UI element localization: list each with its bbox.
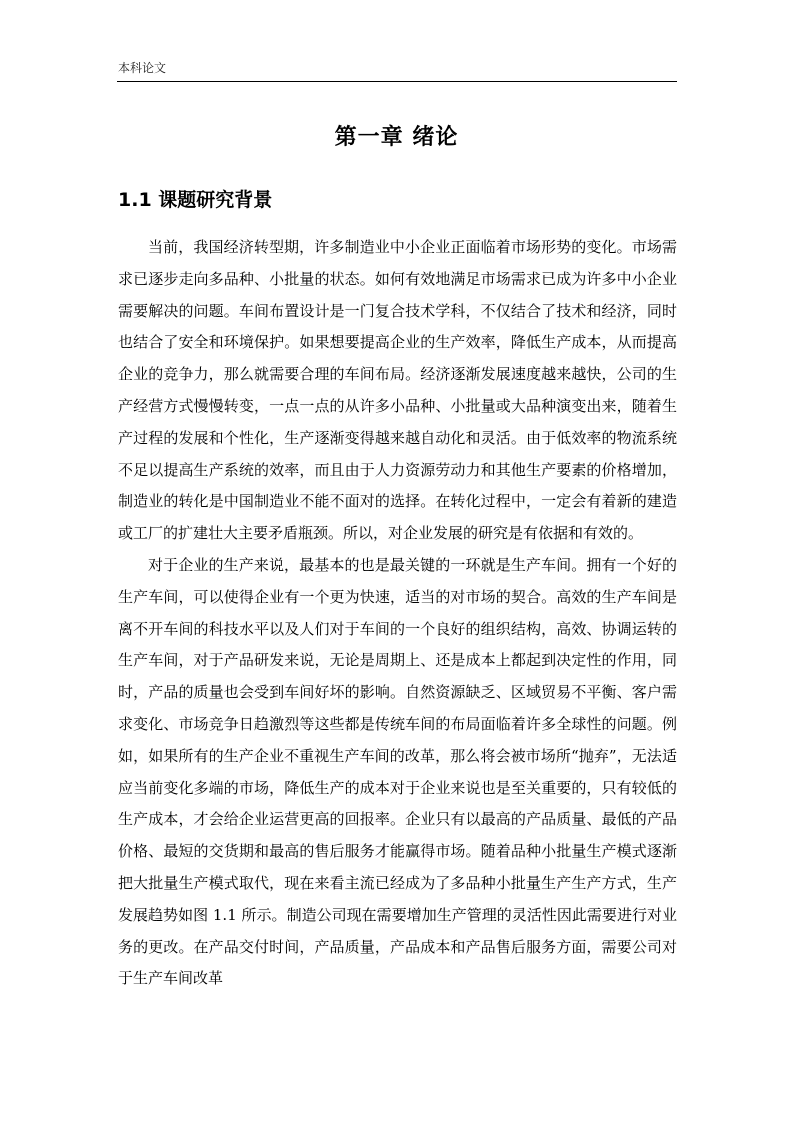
chapter-title: 第一章 绪论 [334, 125, 459, 150]
header-divider [117, 81, 677, 82]
section-title: 1.1 课题研究背景 [118, 189, 273, 211]
paragraph: 当前，我国经济转型期，许多制造业中小企业正面临着市场形势的变化。市场需求已逐步走向多品种、小批量的状态。如何有效地满足市场需求已成为许多中小企业需要解决的问题。车间布置设计是一门复合技术学科，不仅结合了技术和经济，同时也结合了安全和环境保护。如果想要提高企业的生产效率，降低生产成本，从而提高企业的竞争力，那么就需要合理的车间布局。经济逐渐发展速度越来越快，公司的生产经营方式慢慢转变，一点一点的从许多小品种、小批量或大品种演变出来，随着生产过程的发展和个性化，生产逐渐变得越来越自动化和灵活。由于低效率的物流系统不足以提高生产系统的效率，而且由于人力资源劳动力和其他生产要素的价格增加，制造业的转化是中国制造业不能不面对的选择。在转化过程中，一定会有着新的建造或工厂的扩建壮大主要矛盾瓶颈。所以，对企业发展的研究是有依据和有效的。 [118, 238, 677, 543]
page-header-label: 本科论文 [118, 61, 167, 75]
body-text [118, 232, 677, 995]
paragraph: 对于企业的生产来说，最基本的也是最关键的一环就是生产车间。拥有一个好的生产车间，可以使得企业有一个更为快速，适当的对市场的契合。高效的生产车间是离不开车间的科技水平以及人们对于车间的一个良好的组织结构，高效、协调运转的生产车间，对于产品研发来说，无论是周期上、还是成本上都起到决定性的作用，同时，产品的质量也会受到车间好坏的影响。自然资源缺乏、区域贸易不平衡、客户需求变化、市场竞争日趋激烈等这些都是传统车间的布局面临着许多全球性的问题。例如，如果所有的生产企业不重视生产车间的改革，那么将会被市场所“抛弃”，无法适应当前变化多端的市场，降低生产的成本对于企业来说也是至关重要的，只有较低的生产成本，才会给企业运营更高的回报率。企业只有以最高的产品质量、最低的产品价格、最短的交货期和最高的售后服务才能赢得市场。随着品种小批量生产模式逐渐把大批量生产模式取代，现在来看主流已经成为了多品种小批量生产生产方式，生产发展趋势如图 1.1 所示。制造公司现在需要增加生产管理的灵活性因此需要进行对业务的更改。在产品交付时间，产品质量，产品成本和产品售后服务方面，需要公司对于生产车间改革 [118, 555, 677, 988]
